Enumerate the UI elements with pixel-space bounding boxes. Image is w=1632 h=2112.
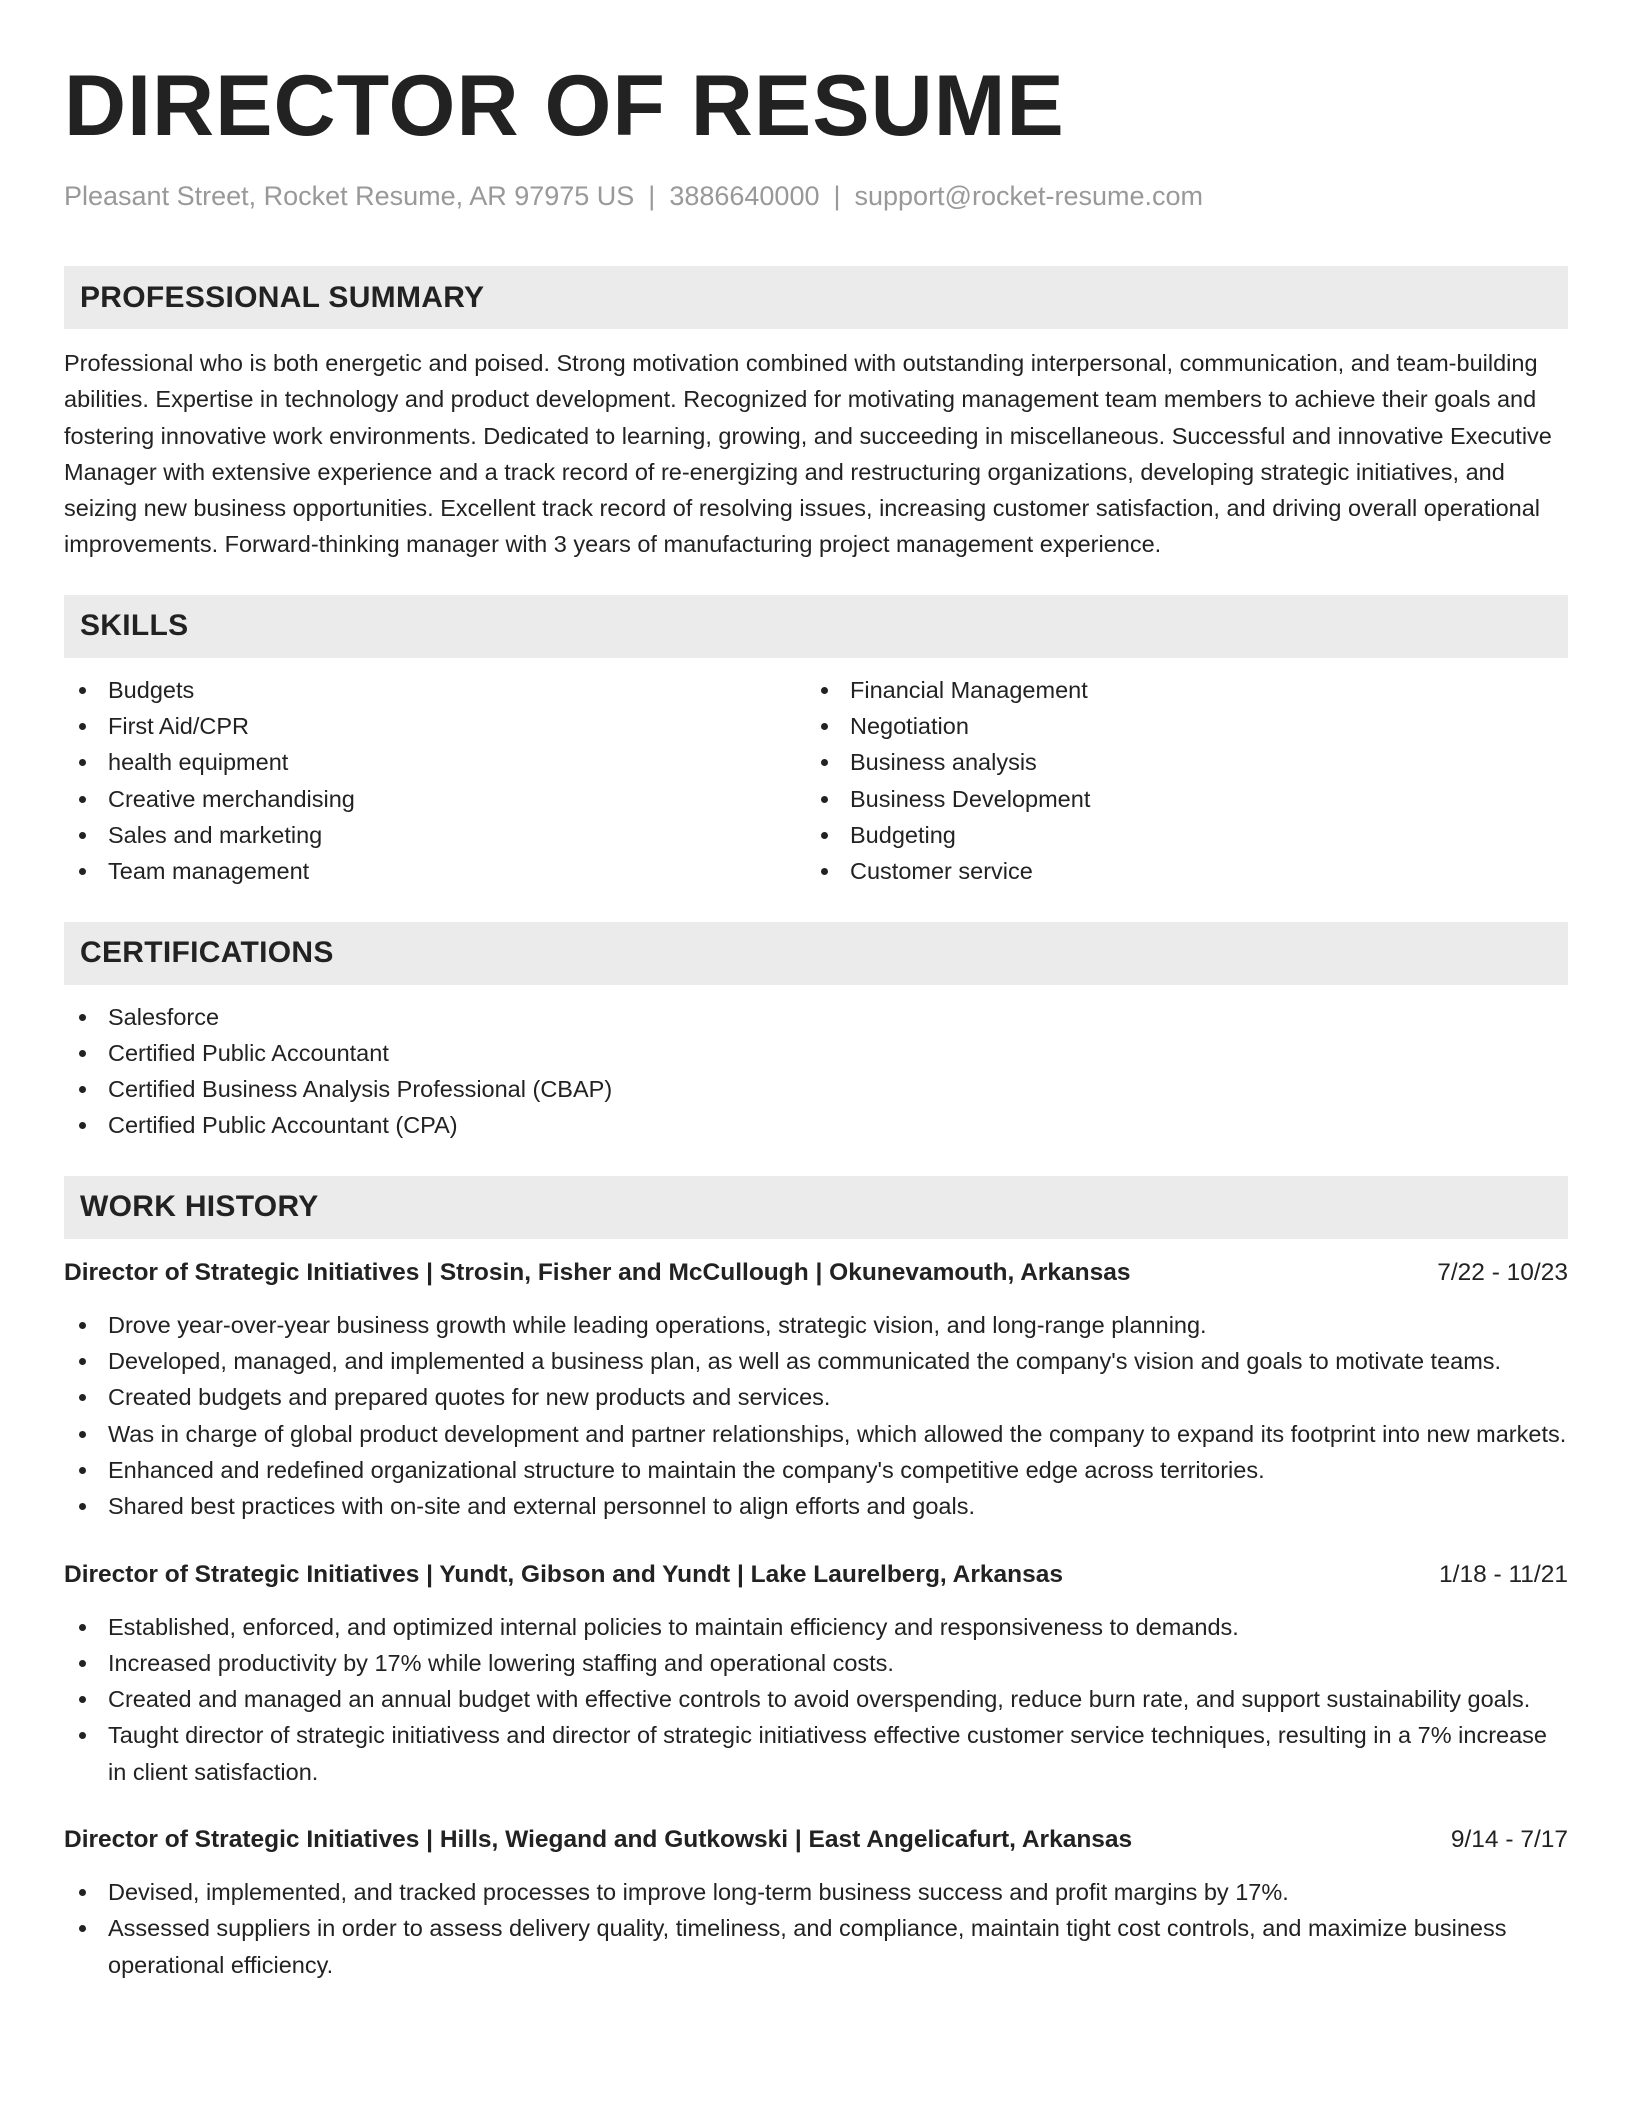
job-header <box>64 1822 1568 1858</box>
certification-item: Certified Public Accountant (CPA) <box>64 1107 1568 1143</box>
skill-item: Creative merchandising <box>64 781 806 817</box>
skill-item: Business Development <box>806 781 1548 817</box>
skill-item: Budgets <box>64 672 806 708</box>
job-bullets <box>64 1609 1568 1790</box>
skills-column-right <box>806 672 1548 890</box>
section-header-certifications: CERTIFICATIONS <box>64 922 1568 985</box>
certification-item: Certified Public Accountant <box>64 1035 1568 1071</box>
job-bullets <box>64 1874 1568 1983</box>
resume-name: DIRECTOR OF RESUME <box>64 58 1065 154</box>
section-header-skills: SKILLS <box>64 595 1568 658</box>
skill-item: Budgeting <box>806 817 1548 853</box>
job-bullet: Taught director of strategic initiativess and director of strategic initiativess effective customer service techniques, resulting in a 7% increase in client satisfaction. <box>64 1717 1568 1790</box>
skill-item: Business analysis <box>806 744 1548 780</box>
job-title: Director of Strategic Initiatives | Strosin, Fisher and McCullough | Okunevamouth, Arkansas <box>64 1258 1131 1286</box>
section-header-professional-summary: PROFESSIONAL SUMMARY <box>64 266 1568 329</box>
job-bullets <box>64 1307 1568 1525</box>
contact-line <box>64 178 1568 214</box>
skill-item: Negotiation <box>806 708 1548 744</box>
contact-separator: | <box>833 181 841 211</box>
skill-item: health equipment <box>64 744 806 780</box>
job-bullet: Created budgets and prepared quotes for new products and services. <box>64 1379 1568 1415</box>
job-title: Director of Strategic Initiatives | Yundt, Gibson and Yundt | Lake Laurelberg, Arkansas <box>64 1560 1063 1588</box>
contact-email: support@rocket-resume.com <box>854 181 1204 211</box>
job-dates: 9/14 - 7/17 <box>1450 1826 1568 1854</box>
job-entry <box>64 1255 1568 1525</box>
job-header <box>64 1557 1568 1593</box>
job-bullet: Was in charge of global product development and partner relationships, which allowed the company to expand its footprint into new markets. <box>64 1416 1568 1452</box>
certification-item: Salesforce <box>64 999 1568 1035</box>
job-title: Director of Strategic Initiatives | Hills, Wiegand and Gutkowski | East Angelicafurt, Arkansas <box>64 1826 1133 1854</box>
skills-list <box>64 672 1568 890</box>
job-header <box>64 1255 1568 1291</box>
job-bullet: Developed, managed, and implemented a business plan, as well as communicated the company's vision and goals to motivate teams. <box>64 1343 1568 1379</box>
skill-item: First Aid/CPR <box>64 708 806 744</box>
job-bullet: Created and managed an annual budget with effective controls to avoid overspending, reduce burn rate, and support sustainability goals. <box>64 1681 1568 1717</box>
job-bullet: Increased productivity by 17% while lowering staffing and operational costs. <box>64 1645 1568 1681</box>
skill-item: Financial Management <box>806 672 1548 708</box>
skills-column-left <box>64 672 806 890</box>
job-dates: 7/22 - 10/23 <box>1437 1258 1568 1286</box>
skill-item: Team management <box>64 853 806 889</box>
skill-item: Sales and marketing <box>64 817 806 853</box>
job-bullet: Devised, implemented, and tracked processes to improve long-term business success and profit margins by 17%. <box>64 1874 1568 1910</box>
job-bullet: Enhanced and redefined organizational structure to maintain the company's competitive edge across territories. <box>64 1452 1568 1488</box>
job-bullet: Assessed suppliers in order to assess delivery quality, timeliness, and compliance, maintain tight cost controls, and maximize business operational efficiency. <box>64 1910 1568 1983</box>
skill-item: Customer service <box>806 853 1548 889</box>
job-entry <box>64 1822 1568 1983</box>
certification-item: Certified Business Analysis Professional (CBAP) <box>64 1071 1568 1107</box>
job-entry <box>64 1557 1568 1790</box>
contact-address: Pleasant Street, Rocket Resume, AR 97975 US <box>64 181 635 211</box>
job-dates: 1/18 - 11/21 <box>1439 1560 1568 1588</box>
job-bullet: Drove year-over-year business growth while leading operations, strategic vision, and long-range planning. <box>64 1307 1568 1343</box>
certifications-list <box>64 999 1568 1144</box>
job-bullet: Shared best practices with on-site and external personnel to align efforts and goals. <box>64 1488 1568 1524</box>
contact-separator: | <box>648 181 656 211</box>
contact-phone: 3886640000 <box>669 181 820 211</box>
job-bullet: Established, enforced, and optimized internal policies to maintain efficiency and responsiveness to demands. <box>64 1609 1568 1645</box>
summary-text: Professional who is both energetic and poised. Strong motivation combined with outstanding interpersonal, communication, and team-building abilities. Expertise in technology and product development. Recognized for motivating management team members to achieve their goals and fostering innovative work environments. Dedicated to learning, growing, and succeeding in miscellaneous. Successful and innovative Executive Manager with extensive experience and a track record of re-energizing and restructuring organizations, developing strategic initiatives, and seizing new business opportunities. Excellent track record of resolving issues, increasing customer satisfaction, and driving overall operational improvements. Forward-thinking manager with 3 years of manufacturing project management experience. <box>64 350 1552 558</box>
section-header-work-history: WORK HISTORY <box>64 1176 1568 1239</box>
